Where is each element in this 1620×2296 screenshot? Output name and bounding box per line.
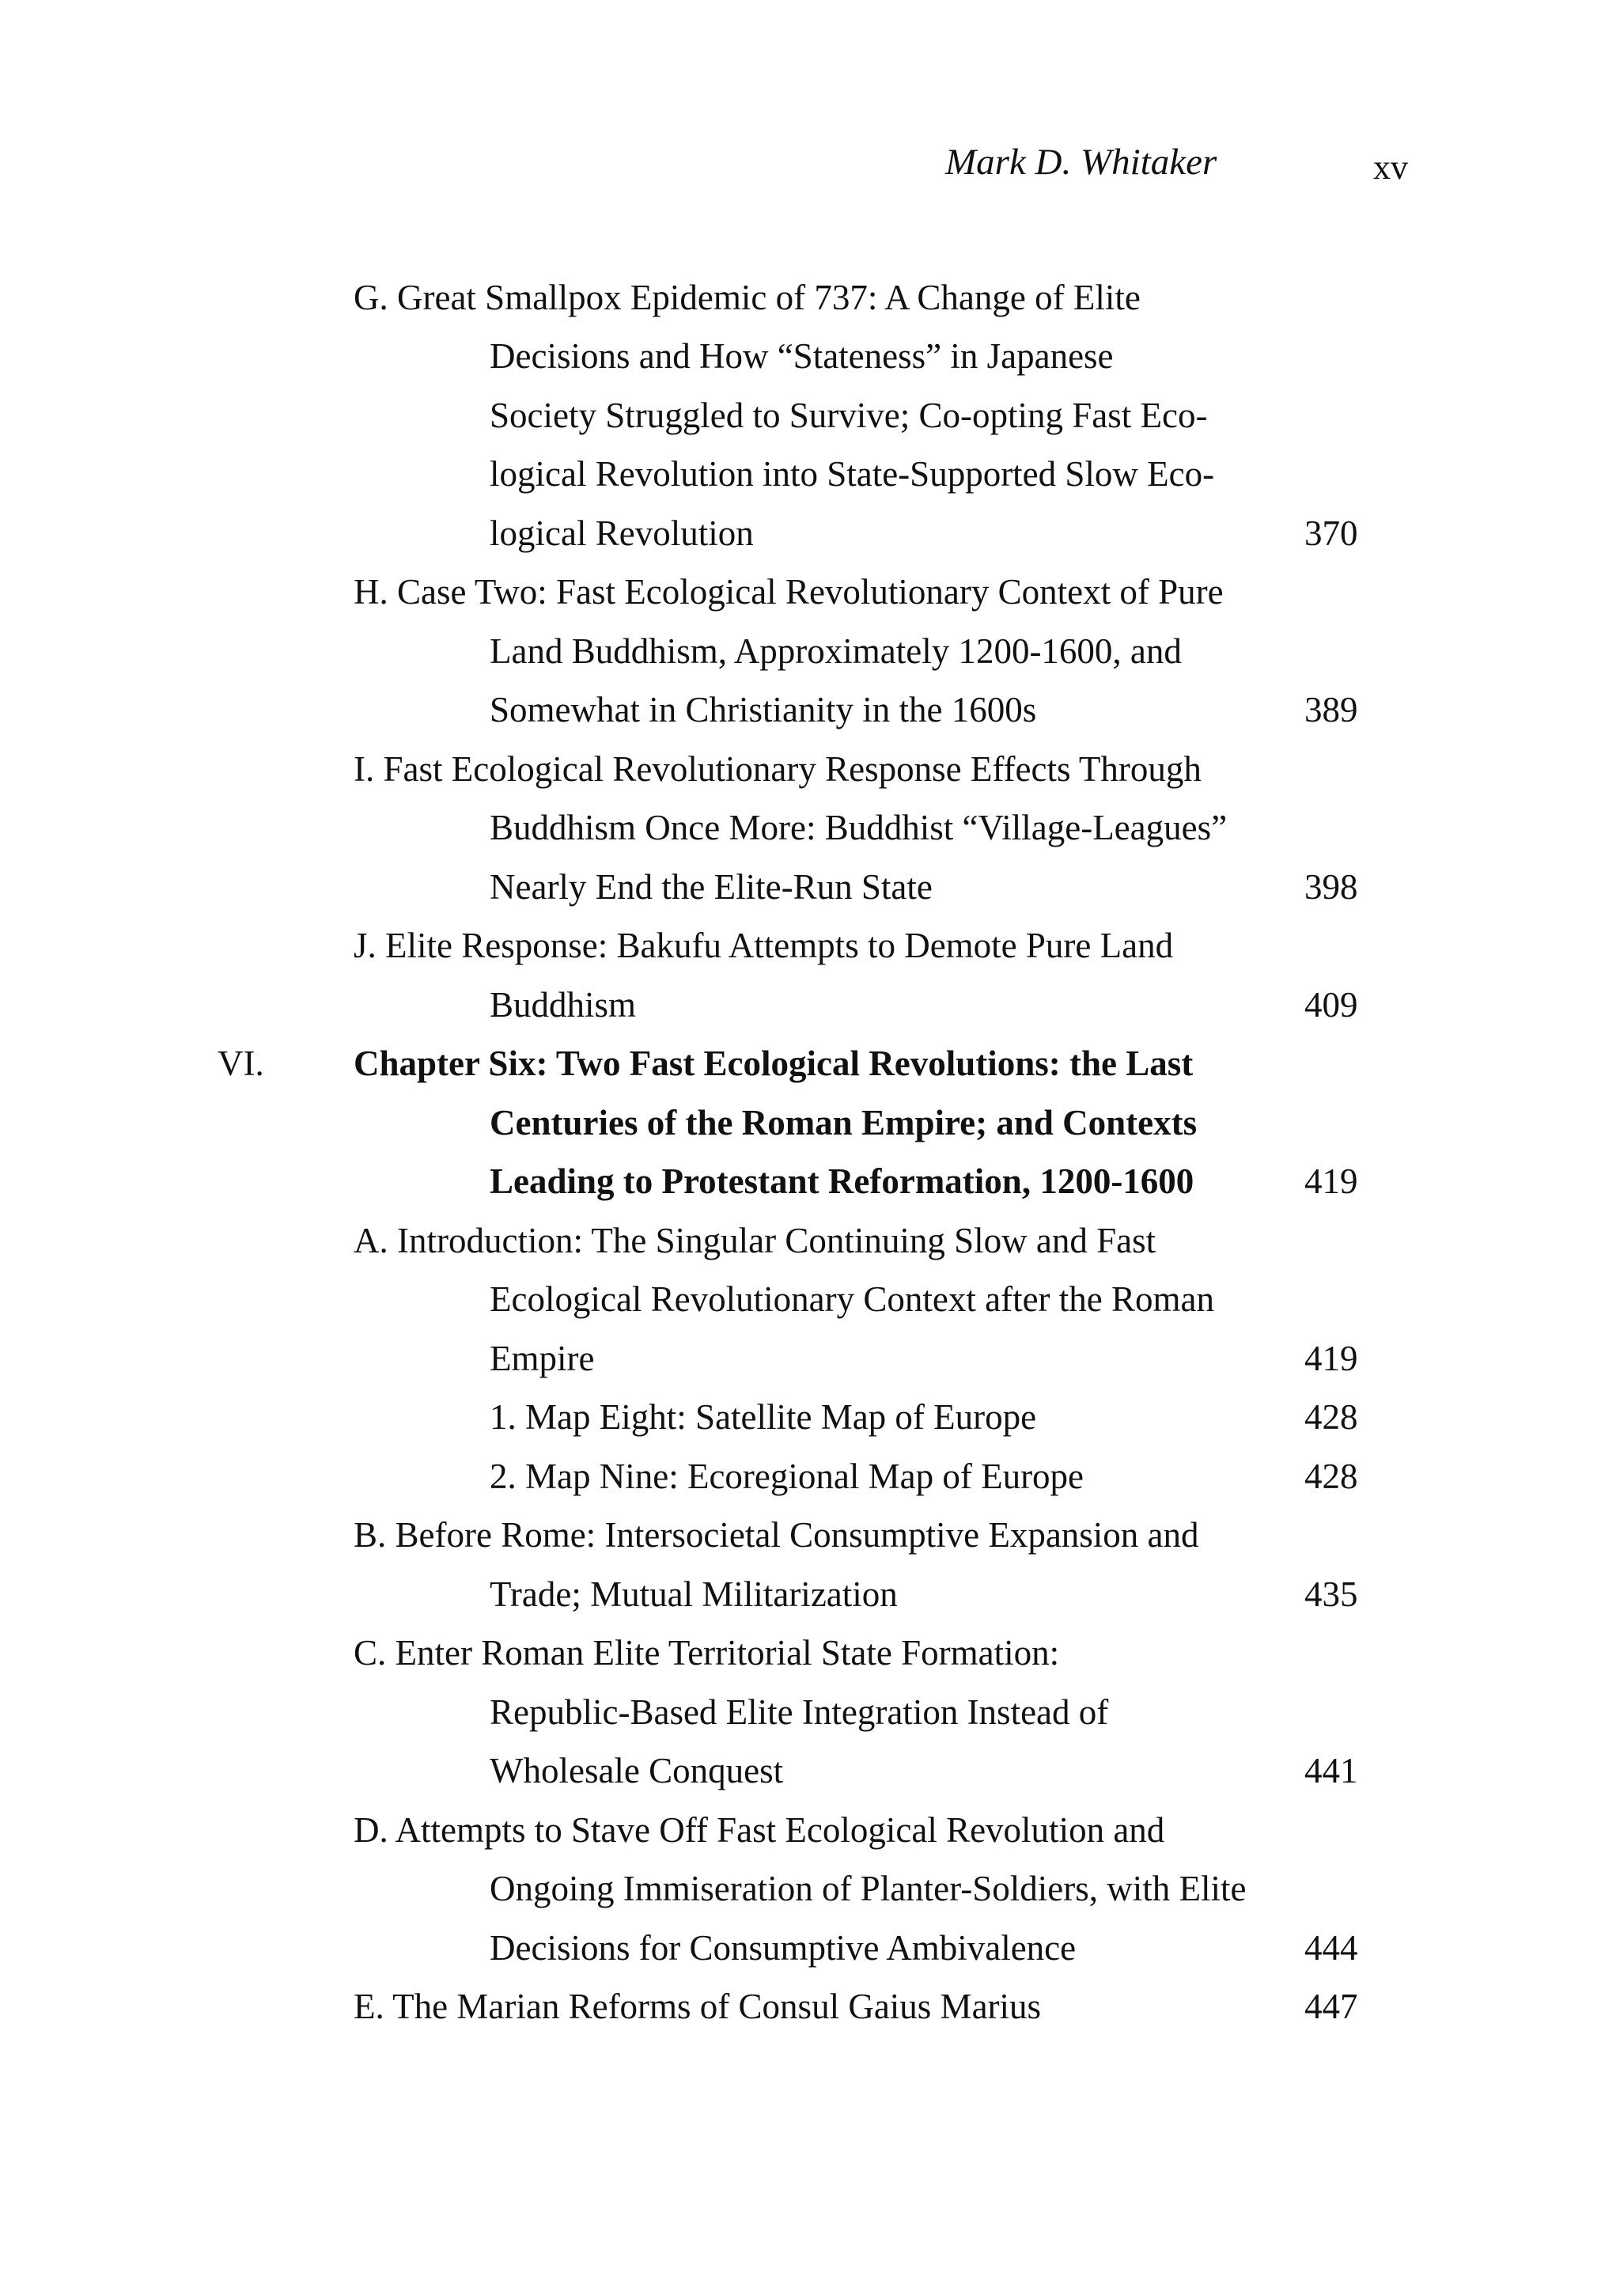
chapter-title-line: Leading to Protestant Reformation, 1200-1600 [490,1161,1194,1201]
toc-page-number: 435 [1304,1574,1358,1614]
toc-entry-title-line: Republic-Based Elite Integration Instead of [490,1692,1109,1732]
toc-entry-title-line: C. Enter Roman Elite Territorial State Formation: [354,1633,1060,1673]
running-header-page-number: xv [1373,148,1408,187]
toc-entry-title-line: H. Case Two: Fast Ecological Revolutionary Context of Pure [354,572,1224,612]
toc-page-number: 389 [1304,690,1358,729]
toc-page-number: 398 [1304,867,1358,907]
toc-entry-title-line: Buddhism Once More: Buddhist “Village-Leagues” [490,808,1228,847]
toc-page-number: 441 [1304,1751,1358,1790]
toc-entry-title-line: Wholesale Conquest [490,1751,784,1790]
toc-page-number: 447 [1304,1987,1358,2026]
toc-entry-title-line: Society Struggled to Survive; Co-opting Fast Eco- [490,396,1208,435]
toc-entry-title-line: Decisions for Consumptive Ambivalence [490,1928,1077,1968]
chapter-title-line: Centuries of the Roman Empire; and Contexts [490,1103,1198,1142]
toc-entry-title-line: Ecological Revolutionary Context after the Roman [490,1279,1214,1319]
toc-entry-title-line: J. Elite Response: Bakufu Attempts to Demote Pure Land [354,926,1174,965]
toc-page-number: 419 [1304,1339,1358,1378]
chapter-numeral: VI. [218,1044,264,1083]
toc-entry-title-line: G. Great Smallpox Epidemic of 737: A Change of Elite [354,278,1141,317]
toc-page-number: 419 [1304,1161,1358,1201]
toc-entry-title-line: D. Attempts to Stave Off Fast Ecological Revolution and [354,1810,1165,1850]
toc-page-number: 409 [1304,985,1358,1025]
toc-entry-title-line: Buddhism [490,985,637,1025]
toc-entry-title-line: Somewhat in Christianity in the 1600s [490,690,1037,729]
toc-entry-title-line: logical Revolution [490,513,754,553]
toc-entry-title-line: Land Buddhism, Approximately 1200-1600, and [490,631,1182,671]
toc-page-number: 428 [1304,1397,1358,1437]
toc-entry-title-line: Ongoing Immiseration of Planter-Soldiers, with Elite [490,1869,1247,1908]
toc-entry-title-line: 1. Map Eight: Satellite Map of Europe [490,1397,1037,1437]
toc-page-number: 444 [1304,1928,1358,1968]
toc-entry-title-line: logical Revolution into State-Supported Slow Eco- [490,454,1215,494]
toc-entry-title-line: Trade; Mutual Militarization [490,1574,898,1614]
toc-entry-title-line: Empire [490,1339,595,1378]
chapter-title-line: Chapter Six: Two Fast Ecological Revolutions: the Last [354,1044,1194,1083]
toc-page-number: 370 [1304,513,1358,553]
toc-entry-title-line: B. Before Rome: Intersocietal Consumptive Expansion and [354,1515,1199,1555]
toc-entry-title-line: A. Introduction: The Singular Continuing Slow and Fast [354,1221,1156,1260]
toc-entry-title-line: Decisions and How “Stateness” in Japanese [490,336,1114,376]
toc-entry-title-line: 2. Map Nine: Ecoregional Map of Europe [490,1457,1084,1496]
running-header-author: Mark D. Whitaker [945,142,1217,183]
toc-entry-title-line: E. The Marian Reforms of Consul Gaius Marius [354,1987,1042,2026]
toc-entry-title-line: I. Fast Ecological Revolutionary Response Effects Through [354,749,1202,789]
toc-entry-title-line: Nearly End the Elite-Run State [490,867,933,907]
toc-page-number: 428 [1304,1457,1358,1496]
